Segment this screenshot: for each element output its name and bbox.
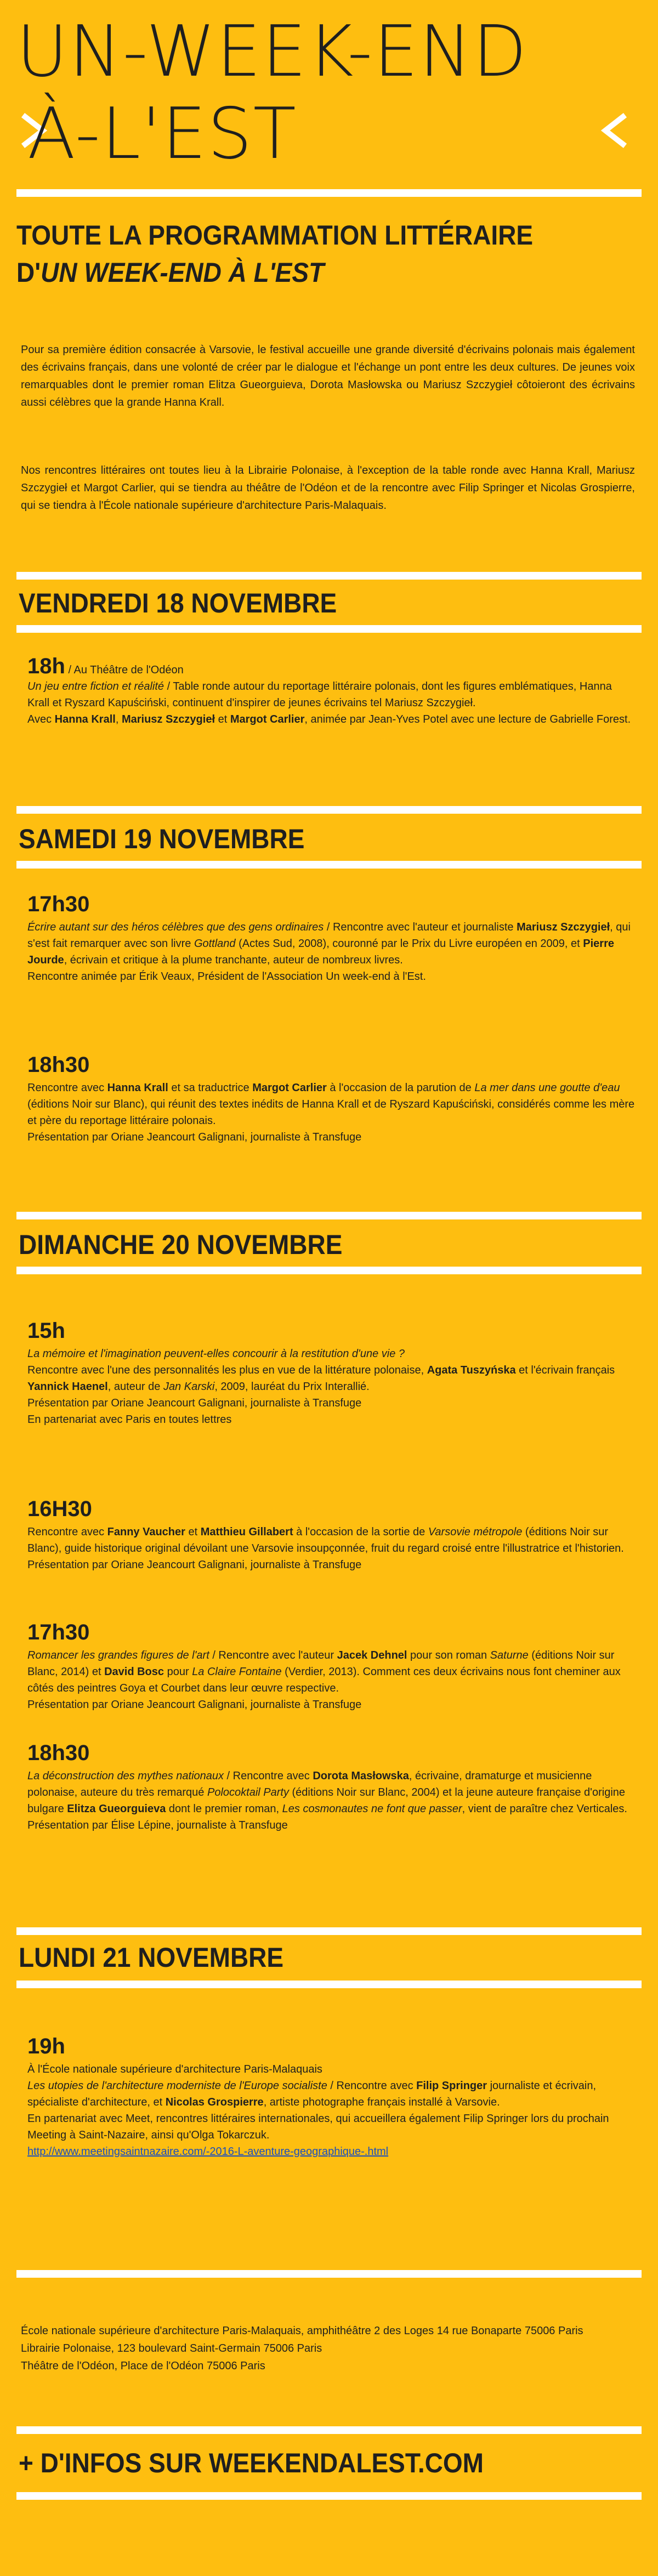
event-text: pour (164, 1666, 192, 1678)
divider-bar (16, 1981, 642, 1988)
book-title: La Claire Fontaine (192, 1666, 282, 1678)
divider-bar (16, 2492, 642, 2500)
event-monday-19h (27, 2032, 636, 2160)
book-title: Jan Karski (163, 1381, 215, 1393)
book-title: La mer dans une goutte d'eau (474, 1082, 620, 1094)
event-text: (Actes Sud, 2008), couronné par le Prix du Livre européen en 2009, et (235, 938, 583, 950)
day-heading-monday: LUNDI 21 NOVEMBRE (19, 1942, 284, 1973)
event-text: et (215, 713, 230, 725)
event-text: , écrivain et critique à la plume tranchante, auteur de nombreux livres. (64, 954, 403, 966)
divider-bar (16, 1212, 642, 1219)
event-text: , écrivaine, dramaturge et musicienne polonaise, auteure du très remarqué (27, 1770, 592, 1798)
divider-bar (16, 1267, 642, 1274)
event-title: La mémoire et l'imagination peuvent-elles concourir à la restitution d'une vie ? (27, 1348, 405, 1360)
divider-bar (16, 189, 642, 197)
festival-logo (16, 11, 642, 184)
address-line: Théâtre de l'Odéon, Place de l'Odéon 75006 Paris (21, 2360, 265, 2372)
address-line: Librairie Polonaise, 123 boulevard Saint-Germain 75006 Paris (21, 2342, 322, 2354)
speaker-name: Hanna Krall (107, 1082, 168, 1094)
event-text: , animée par Jean-Yves Potel avec une lecture de Gabrielle Forest. (304, 713, 631, 725)
event-title: La déconstruction des mythes nationaux (27, 1770, 224, 1782)
event-sunday-18h30 (27, 1738, 636, 1834)
event-text: dont le premier roman, (166, 1803, 282, 1815)
event-time: 16H30 (27, 1497, 92, 1521)
event-time: 18h30 (27, 1053, 90, 1077)
event-title: Écrire autant sur des héros célèbres que des gens ordinaires (27, 921, 324, 933)
event-partner: En partenariat avec Paris en toutes lettres (27, 1414, 232, 1426)
speaker-name: Dorota Masłowska (313, 1770, 409, 1782)
page-title-line-1: TOUTE LA PROGRAMMATION LITTÉRAIRE (16, 220, 534, 251)
book-title: Gottland (194, 938, 236, 950)
event-moderator: Rencontre animée par Érik Veaux, Président de l'Association Un week-end à l'Est. (27, 971, 426, 983)
event-time: 17h30 (27, 892, 90, 916)
event-text: Avec (27, 713, 55, 725)
event-moderator: Présentation par Élise Lépine, journaliste à Transfuge (27, 1819, 288, 1831)
day-heading-saturday: SAMEDI 19 NOVEMBRE (19, 824, 305, 854)
event-text: / Rencontre avec l'auteur et journaliste (324, 921, 517, 933)
event-friday-18h (27, 654, 636, 728)
event-time: 18h30 (27, 1741, 90, 1765)
event-time: 15h (27, 1319, 65, 1343)
venue-addresses (21, 2322, 635, 2375)
speaker-name: Jacek Dehnel (337, 1649, 407, 1661)
speaker-name: Hanna Krall (54, 713, 116, 725)
book-title: Saturne (490, 1649, 529, 1661)
event-text: / Rencontre avec (327, 2080, 417, 2092)
event-text: , auteur de (107, 1381, 163, 1393)
speaker-name: David Bosc (104, 1666, 164, 1678)
divider-bar (16, 1927, 642, 1935)
page-title (16, 217, 592, 291)
event-description: / Table ronde autour du reportage littéraire polonais, dont les figures emblématiques, Hanna Krall et Ryszard Kapuściński, continuent d'inspirer de jeunes écrivains tel Mariusz Szczygieł. (27, 680, 612, 709)
event-text: , artiste photographe français installé à Varsovie. (263, 2096, 500, 2108)
event-moderator: Présentation par Oriane Jeancourt Galignani, journaliste à Transfuge (27, 1397, 362, 1409)
event-partner: En partenariat avec Meet, rencontres littéraires internationales, qui accueillera également Filip Springer lors du prochain Meeting à Saint-Nazaire, ainsi qu'Olga Tokarczuk. (27, 2113, 609, 2141)
divider-bar (16, 2426, 642, 2434)
event-text: pour son roman (407, 1649, 490, 1661)
event-sunday-15h (27, 1316, 636, 1428)
event-text: (éditions Noir sur Blanc, 2014) et (27, 1649, 615, 1678)
address-line: École nationale supérieure d'architecture Paris-Malaquais, amphithéâtre 2 des Loges 14 rue Bonaparte 75006 Paris (21, 2325, 583, 2337)
event-text: (éditions Noir sur Blanc), guide historique original dévoilant une Varsovie insoupçonnée, fruit du regard croisé entre l'illustratrice et l'historien. (27, 1526, 624, 1554)
event-title: Un jeu entre fiction et réalité (27, 680, 164, 693)
speaker-name: Elitza Gueorguieva (67, 1803, 166, 1815)
event-text: journaliste et écrivain, spécialiste d'architecture, et (27, 2080, 597, 2108)
event-venue: À l'École nationale supérieure d'architecture Paris-Malaquais (27, 2063, 322, 2075)
speaker-name: Mariusz Szczygieł (517, 921, 610, 933)
event-time: 17h30 (27, 1620, 90, 1644)
divider-bar (16, 861, 642, 869)
event-title: Les utopies de l'architecture moderniste de l'Europe socialiste (27, 2080, 327, 2092)
page-title-prefix: D' (16, 257, 41, 288)
logo-line-2: À-L'EST (27, 93, 297, 175)
event-text: à l'occasion de la sortie de (293, 1526, 428, 1538)
event-text: , (115, 713, 122, 725)
event-moderator: Présentation par Oriane Jeancourt Galignani, journaliste à Transfuge (27, 1559, 362, 1571)
intro-paragraph-1: Pour sa première édition consacrée à Varsovie, le festival accueille une grande diversité d'écrivains polonais mais également des écrivains français, dans une volonté de créer par le dialogue et l'échange un pont entre les deux cultures. De jeunes voix remarquables dont le premier roman Elitza Gueorguieva, Dorota Masłowska ou Mariusz Szczygieł côtoieront des écrivains aussi célèbres que la grande Hanna Krall. (21, 344, 635, 408)
divider-bar (16, 806, 642, 814)
speaker-name: Filip Springer (416, 2080, 487, 2092)
day-heading-sunday: DIMANCHE 20 NOVEMBRE (19, 1229, 343, 1260)
event-text: (Verdier, 2013). Comment ces deux écrivains nous font cheminer aux côtés des peintres Goya et Courbet dans leur œuvre respective. (27, 1666, 621, 1694)
logo-line-1: UN-WEEK-END (16, 11, 528, 93)
speaker-name: Yannick Haenel (27, 1381, 108, 1393)
speaker-name: Nicolas Grospierre (165, 2096, 264, 2108)
divider-bar (16, 2270, 642, 2278)
speaker-name: Margot Carlier (252, 1082, 327, 1094)
speaker-name: Fanny Vaucher (107, 1526, 185, 1538)
speaker-name: Margot Carlier (230, 713, 305, 725)
speaker-name: Matthieu Gillabert (200, 1526, 293, 1538)
event-sunday-17h30 (27, 1618, 636, 1713)
event-time: 19h (27, 2034, 65, 2058)
event-title: Romancer les grandes figures de l'art (27, 1649, 209, 1661)
event-time: 18h (27, 654, 65, 678)
event-text: , 2009, lauréat du Prix Interallié. (214, 1381, 370, 1393)
day-heading-friday: VENDREDI 18 NOVEMBRE (19, 588, 337, 619)
speaker-name: Agata Tuszyńska (427, 1364, 516, 1376)
event-text: à l'occasion de la parution de (326, 1082, 475, 1094)
book-title: Varsovie métropole (428, 1526, 523, 1538)
event-moderator: Présentation par Oriane Jeancourt Galignani, journaliste à Transfuge (27, 1699, 362, 1711)
event-text: Rencontre avec (27, 1082, 107, 1094)
meeting-link[interactable]: http://www.meetingsaintnazaire.com/-2016-L-aventure-geographique-.html (27, 2146, 389, 2158)
event-text: , qui s'est fait remarquer avec son livre (27, 921, 631, 950)
speaker-name: Pierre Jourde (27, 938, 614, 966)
event-sunday-16h30 (27, 1494, 636, 1573)
intro-paragraph-2: Nos rencontres littéraires ont toutes lieu à la Librairie Polonaise, à l'exception de la table ronde avec Hanna Krall, Mariusz Szczygieł et Margot Carlier, qui se tiendra au théâtre de l'Odéon et de la rencontre avec Filip Springer et Nicolas Grospierre, qui se tiendra à l'École nationale supérieure d'architecture Paris-Malaquais. (21, 464, 635, 512)
divider-bar (16, 625, 642, 633)
event-saturday-17h30 (27, 889, 636, 985)
event-text: (éditions Noir sur Blanc, 2004) et la jeune auteure française d'origine bulgare (27, 1786, 626, 1815)
event-text: , vient de paraître chez Verticales. (462, 1803, 627, 1815)
event-text: / Rencontre avec (224, 1770, 313, 1782)
event-text: / Rencontre avec l'auteur (209, 1649, 337, 1661)
event-text: Rencontre avec (27, 1526, 107, 1538)
book-title: Les cosmonautes ne font que passer (282, 1803, 462, 1815)
book-title: Polocoktail Party (207, 1786, 289, 1798)
event-venue: / Au Théâtre de l'Odéon (65, 664, 184, 676)
event-text: et l'écrivain français (515, 1364, 615, 1376)
event-text: Rencontre avec l'une des personnalités les plus en vue de la littérature polonaise, (27, 1364, 427, 1376)
event-text: et sa traductrice (168, 1082, 253, 1094)
speaker-name: Mariusz Szczygieł (121, 713, 215, 725)
event-text: et (185, 1526, 201, 1538)
event-saturday-18h30 (27, 1050, 636, 1145)
page-title-line-2 (16, 254, 592, 291)
page-title-italic: UN WEEK-END À L'EST (41, 257, 325, 288)
divider-bar (16, 572, 642, 580)
event-moderator: Présentation par Oriane Jeancourt Galignani, journaliste à Transfuge (27, 1131, 362, 1143)
more-info-link[interactable]: + D'INFOS SUR WEEKENDALEST.COM (19, 2448, 484, 2478)
event-text: (éditions Noir sur Blanc), qui réunit des textes inédits de Hanna Krall et de Ryszard Kapuściński, considérés comme les mère et père du reportage littéraire polonais. (27, 1098, 635, 1127)
